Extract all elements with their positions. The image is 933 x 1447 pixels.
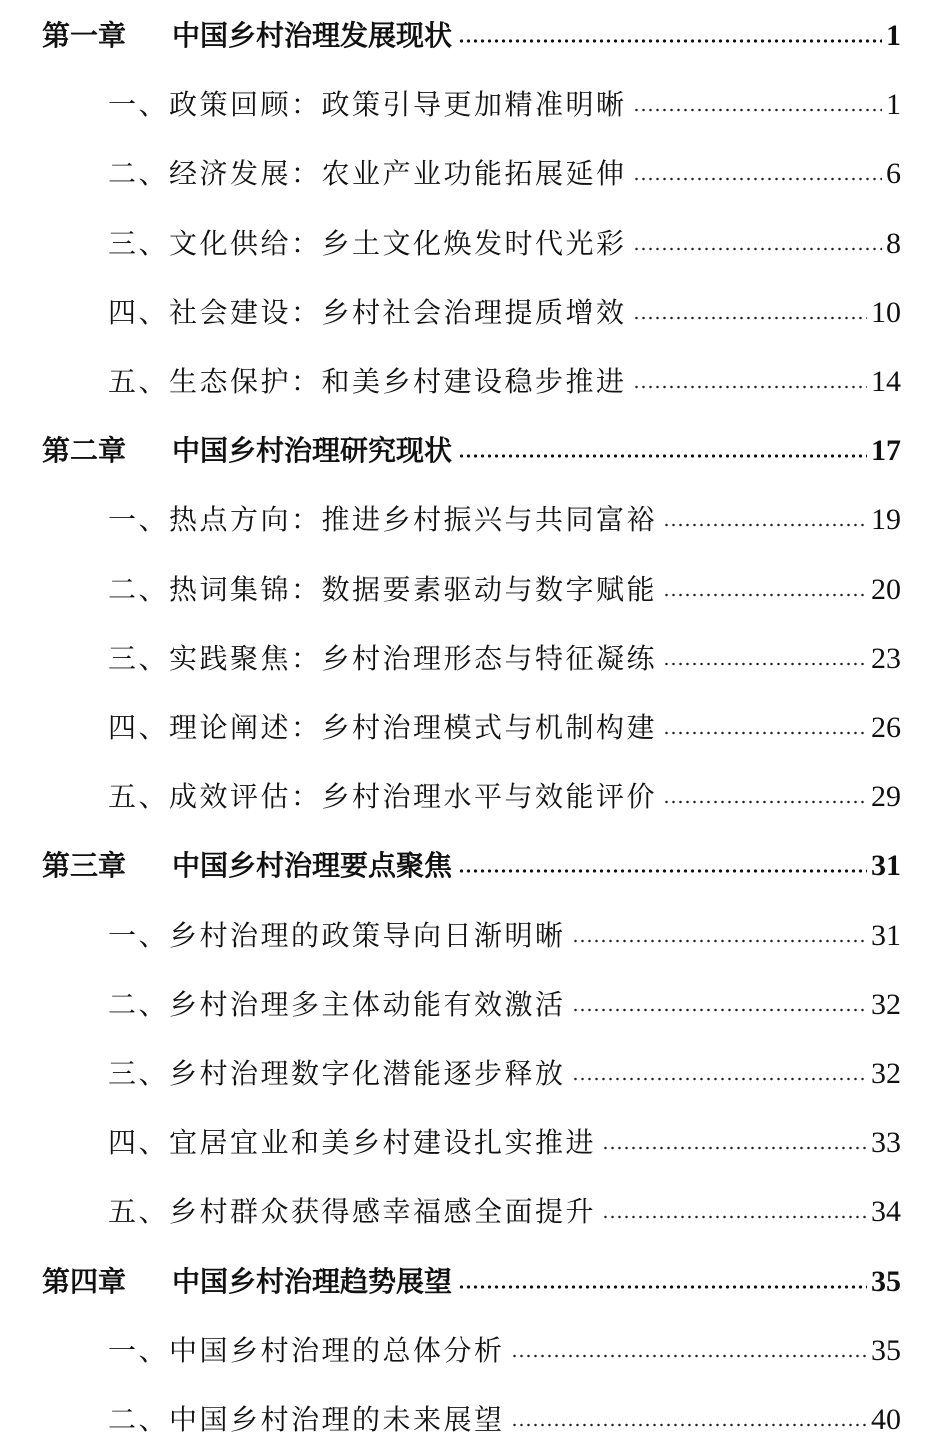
section-title: 一、政策回顾：政策引导更加精准明晰: [108, 88, 627, 121]
dot-leader: [663, 730, 867, 736]
toc-chapter-row[interactable]: [0, 1239, 933, 1299]
section-title: 一、乡村治理的政策导向日渐明晰: [108, 919, 566, 952]
dot-leader: [458, 1284, 867, 1290]
toc-section-row[interactable]: [0, 893, 933, 953]
page-number: 23: [871, 642, 901, 675]
dot-leader: [663, 522, 867, 528]
dot-leader: [458, 453, 867, 459]
dot-leader: [572, 938, 867, 944]
toc-section-row[interactable]: [0, 1031, 933, 1091]
dot-leader: [572, 1007, 867, 1013]
section-title: 三、实践聚焦：乡村治理形态与特征凝练: [108, 642, 658, 675]
section-title: 五、成效评估：乡村治理水平与效能评价: [108, 780, 658, 813]
chapter-title: 中国乡村治理要点聚焦: [172, 849, 453, 882]
dot-leader: [633, 246, 882, 252]
toc-section-row[interactable]: [0, 477, 933, 537]
toc-section-row[interactable]: [0, 1308, 933, 1368]
page-number: 1: [886, 19, 901, 52]
section-title: 二、经济发展：农业产业功能拓展延伸: [108, 157, 627, 190]
chapter-number: 第四章: [42, 1265, 127, 1298]
page-number: 10: [871, 296, 901, 329]
page-number: 31: [871, 849, 901, 882]
dot-leader: [663, 661, 867, 667]
page-number: 1: [886, 88, 901, 121]
toc-section-row[interactable]: [0, 547, 933, 607]
toc-section-row[interactable]: [0, 201, 933, 261]
dot-leader: [633, 315, 867, 321]
toc-section-row[interactable]: [0, 1377, 933, 1437]
section-title: 一、热点方向：推进乡村振兴与共同富裕: [108, 503, 658, 536]
section-title: 三、乡村治理数字化潜能逐步释放: [108, 1057, 566, 1090]
dot-leader: [602, 1145, 867, 1151]
page-number: 29: [871, 780, 901, 813]
page-number: 17: [871, 434, 901, 467]
page-number: 32: [871, 1057, 901, 1090]
toc-section-row[interactable]: [0, 131, 933, 191]
dot-leader: [458, 38, 882, 44]
toc-section-row[interactable]: [0, 339, 933, 399]
dot-leader: [511, 1422, 867, 1428]
section-title: 二、中国乡村治理的未来展望: [108, 1403, 505, 1436]
chapter-number: 第一章: [42, 19, 127, 52]
page-number: 20: [871, 573, 901, 606]
chapter-title: 中国乡村治理趋势展望: [172, 1265, 453, 1298]
toc-section-row[interactable]: [0, 1100, 933, 1160]
dot-leader: [633, 107, 882, 113]
chapter-number: 第三章: [42, 849, 127, 882]
dot-leader: [663, 799, 867, 805]
page-number: 8: [886, 227, 901, 260]
dot-leader: [602, 1214, 867, 1220]
page-number: 26: [871, 711, 901, 744]
chapter-number: 第二章: [42, 434, 127, 467]
page-number: 14: [871, 365, 901, 398]
section-title: 五、生态保护：和美乡村建设稳步推进: [108, 365, 627, 398]
toc-section-row[interactable]: [0, 616, 933, 676]
toc-chapter-row[interactable]: [0, 0, 933, 53]
toc-section-row[interactable]: [0, 270, 933, 330]
chapter-title: 中国乡村治理发展现状: [172, 19, 453, 52]
toc-section-row[interactable]: [0, 754, 933, 814]
section-title: 二、热词集锦：数据要素驱动与数字赋能: [108, 573, 658, 606]
page-number: 35: [871, 1334, 901, 1367]
page-number: 35: [871, 1265, 901, 1298]
page-number: 19: [871, 503, 901, 536]
page-number: 40: [871, 1403, 901, 1436]
toc-section-row[interactable]: [0, 1169, 933, 1229]
section-title: 四、宜居宜业和美乡村建设扎实推进: [108, 1126, 597, 1159]
section-title: 三、文化供给：乡土文化焕发时代光彩: [108, 227, 627, 260]
dot-leader: [458, 868, 867, 874]
chapter-title: 中国乡村治理研究现状: [172, 434, 453, 467]
page-number: 34: [871, 1195, 901, 1228]
dot-leader: [663, 592, 867, 598]
section-title: 四、社会建设：乡村社会治理提质增效: [108, 296, 627, 329]
dot-leader: [633, 384, 867, 390]
page-number: 31: [871, 919, 901, 952]
toc-chapter-row[interactable]: [0, 823, 933, 883]
dot-leader: [572, 1076, 867, 1082]
toc-section-row[interactable]: [0, 685, 933, 745]
page-number: 6: [886, 157, 901, 190]
page-number: 32: [871, 988, 901, 1021]
section-title: 一、中国乡村治理的总体分析: [108, 1334, 505, 1367]
section-title: 二、乡村治理多主体动能有效激活: [108, 988, 566, 1021]
section-title: 五、乡村群众获得感幸福感全面提升: [108, 1195, 597, 1228]
toc-section-row[interactable]: [0, 62, 933, 122]
page-number: 33: [871, 1126, 901, 1159]
toc-section-row[interactable]: [0, 962, 933, 1022]
dot-leader: [511, 1353, 867, 1359]
section-title: 四、理论阐述：乡村治理模式与机制构建: [108, 711, 658, 744]
dot-leader: [633, 176, 882, 182]
toc-chapter-row[interactable]: [0, 408, 933, 468]
